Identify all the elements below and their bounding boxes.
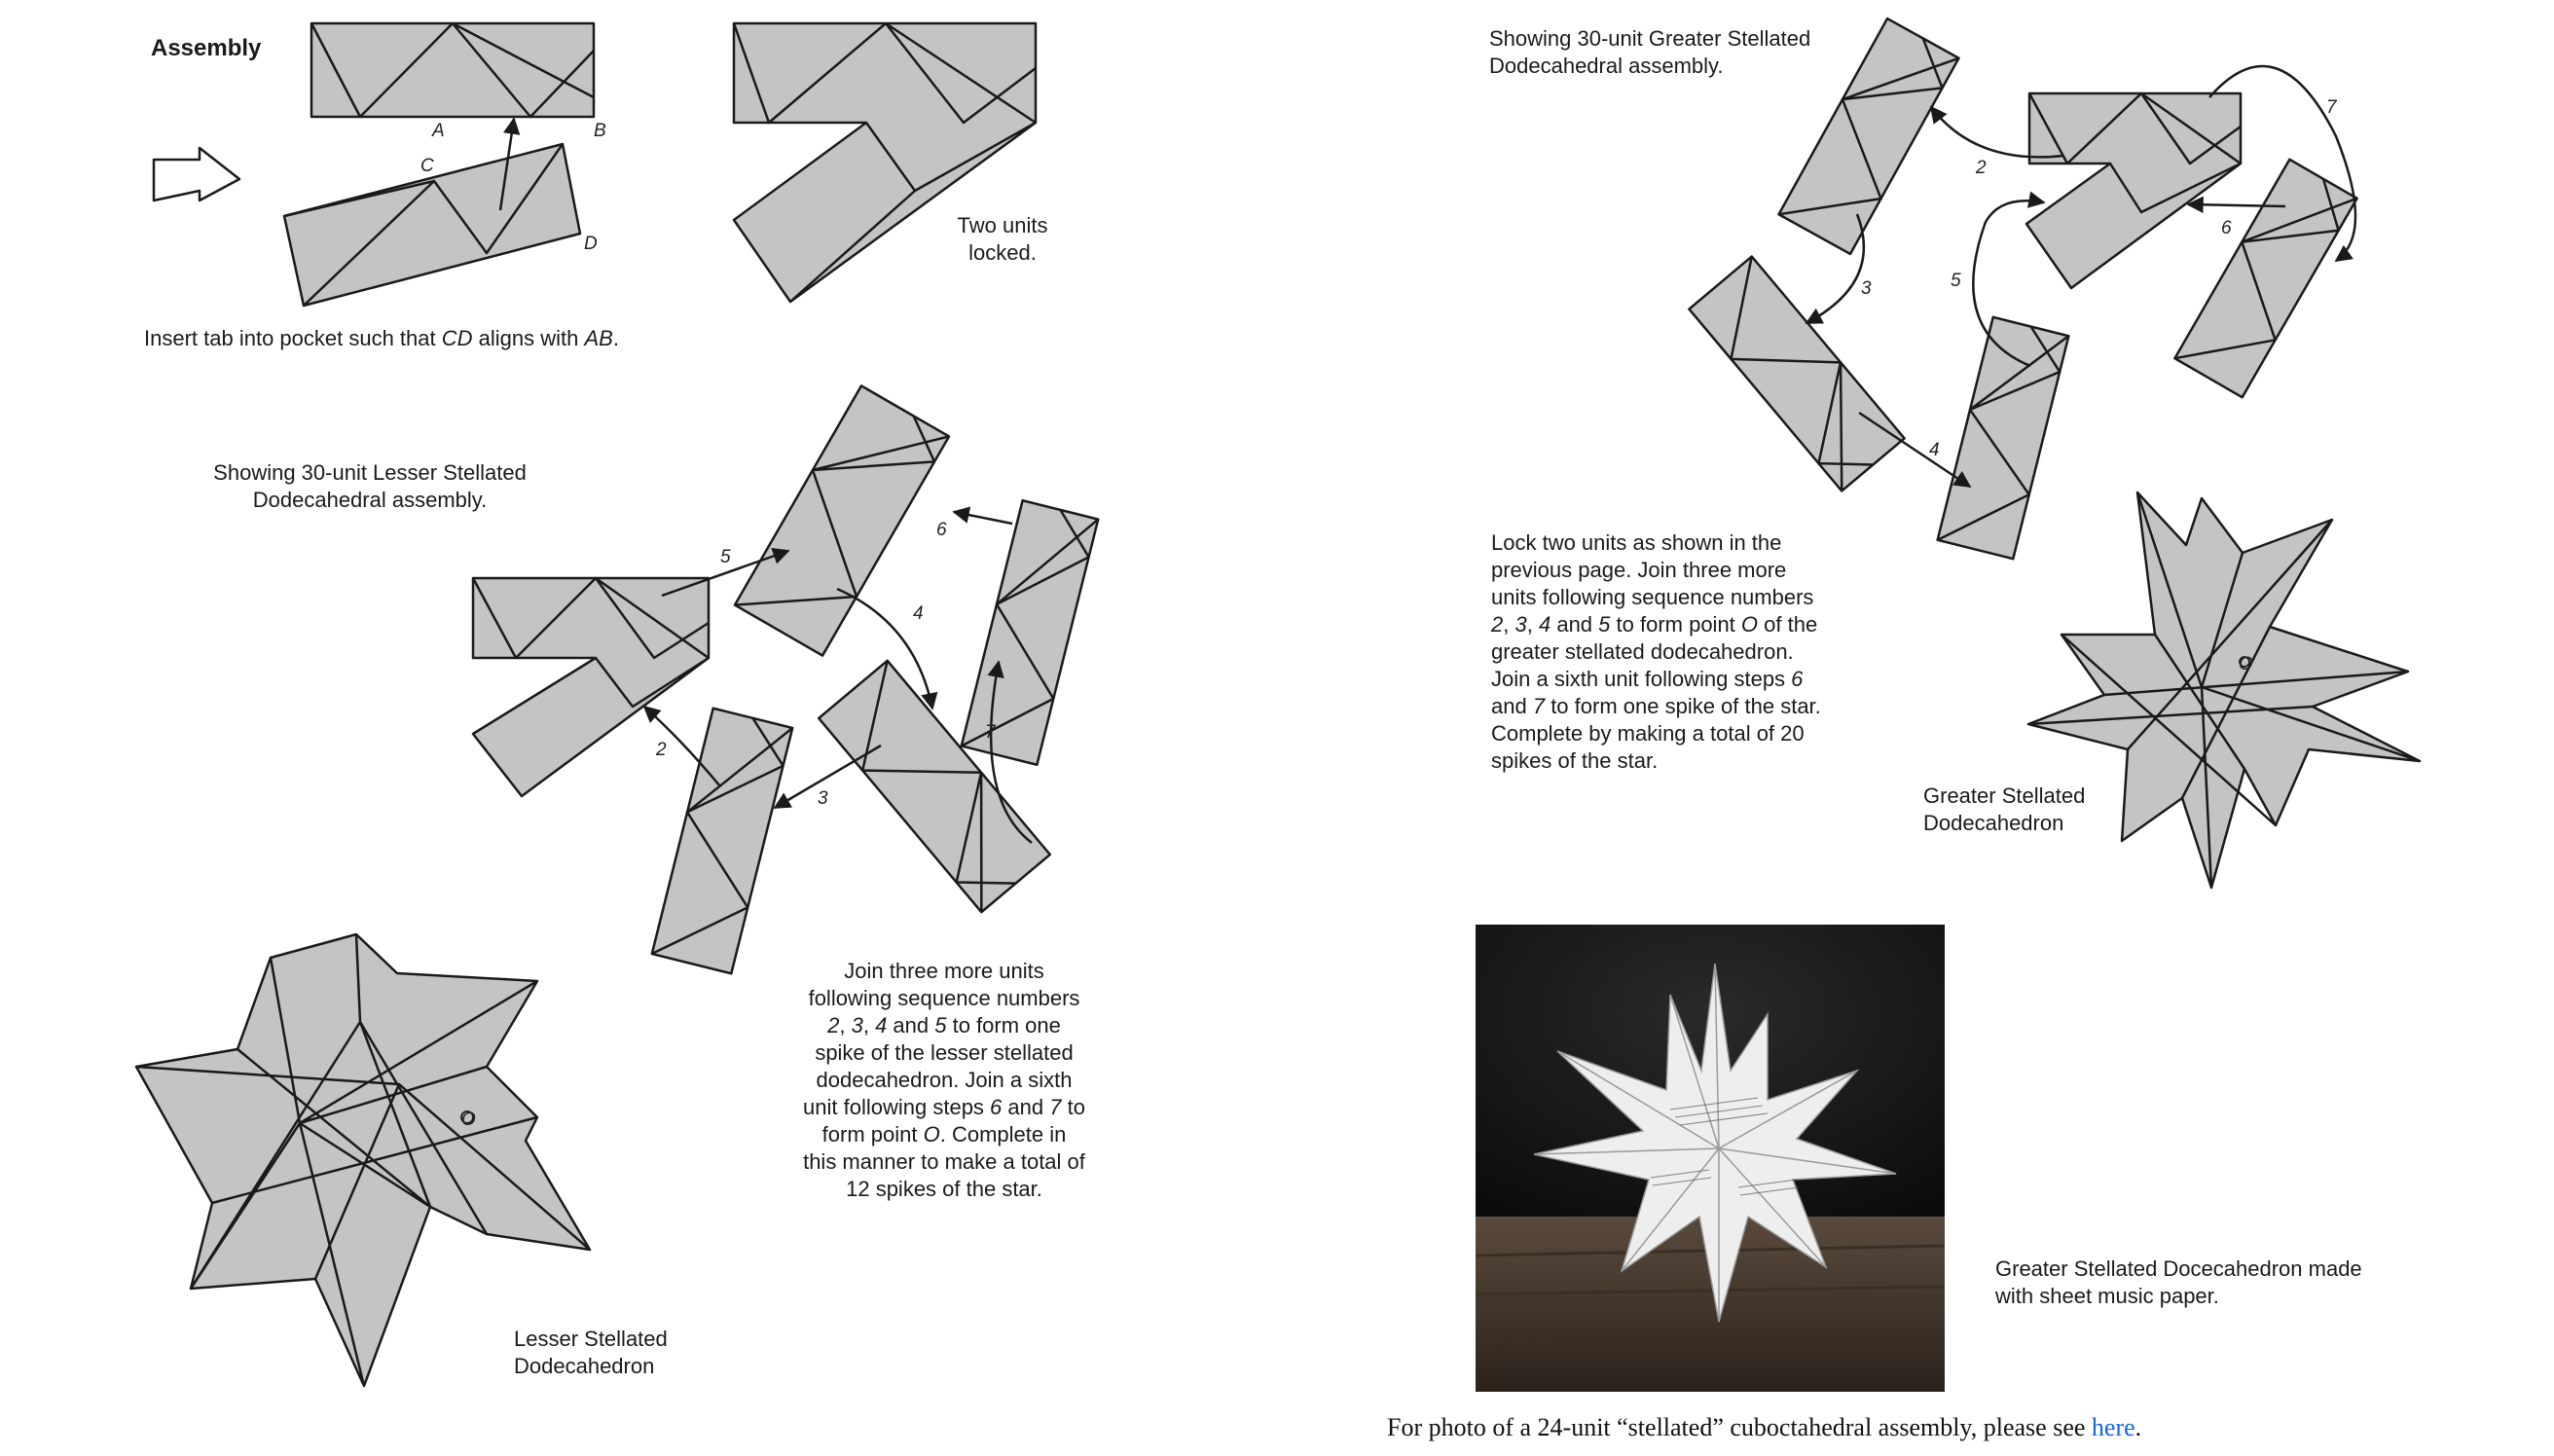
lesser-step-2: 2 (656, 740, 667, 760)
photo-caption-line1: Greater Stellated Docecahedron made (1995, 1256, 2362, 1281)
label-C: C (420, 156, 434, 176)
gi-l7a: and (1491, 694, 1533, 718)
lesser-name-line1: Lesser Stellated (514, 1327, 668, 1351)
lesser-instr-line4: spike of the lesser stellated (815, 1040, 1074, 1065)
gi-l6a: Join a sixth unit following steps (1491, 667, 1792, 691)
greater-instr-line5: greater stellated dodecahedron. (1491, 639, 1794, 664)
lesser-instr-line2: following sequence numbers (808, 986, 1080, 1010)
greater-name-caption (1923, 783, 2085, 837)
greater-assembly-diagram (1689, 18, 2356, 559)
two-units-caption (915, 212, 1090, 267)
lesser-name-caption (514, 1326, 668, 1380)
photo-illustration (1476, 925, 1945, 1392)
greater-instr-line6 (1491, 666, 1821, 693)
li-l7b: . Complete in (939, 1122, 1067, 1147)
greater-instr-line9: spikes of the star. (1491, 748, 1659, 773)
greater-instructions (1491, 529, 1821, 775)
li-l6c: to (1061, 1095, 1085, 1119)
gi-l7b: to form one spike of the star. (1545, 694, 1821, 718)
lesser-instr-line8: this manner to make a total of (803, 1149, 1085, 1174)
li-n4: 4 (875, 1013, 888, 1037)
gi-s5: of the (1758, 612, 1818, 637)
greater-name-line2: Dodecahedron (1923, 811, 2064, 835)
greater-step-4: 4 (1929, 440, 1940, 460)
insert-pre: Insert tab into pocket such that (144, 326, 442, 350)
two-units-line1: Two units (957, 213, 1048, 237)
li-n2: 2 (827, 1013, 840, 1037)
greater-step-2: 2 (1976, 158, 1987, 178)
greater-step-6: 6 (2221, 218, 2232, 238)
greater-step-7: 7 (2326, 97, 2337, 118)
gi-n3: 3 (1514, 612, 1527, 637)
lesser-step-5: 5 (720, 547, 731, 567)
lesser-instr-line6 (769, 1094, 1119, 1121)
insert-cd: CD (441, 326, 473, 350)
greater-step-5: 5 (1951, 271, 1961, 291)
lesser-instr-line5: dodecahedron. Join a sixth (816, 1068, 1073, 1092)
lesser-step-6: 6 (936, 520, 947, 540)
lesser-instr-line1: Join three more units (844, 959, 1044, 983)
label-A: A (432, 121, 445, 141)
footer-period: . (2134, 1413, 2142, 1441)
greater-instr-line4 (1491, 611, 1821, 638)
label-B: B (594, 121, 606, 141)
li-n3: 3 (851, 1013, 863, 1037)
insert-caption (144, 325, 619, 352)
greater-instr-line8: Complete by making a total of 20 (1491, 721, 1805, 746)
lesser-name-line2: Dodecahedron (514, 1354, 655, 1378)
gi-s1: , (1503, 612, 1515, 637)
greater-stellated-dodecahedron (2028, 492, 2420, 888)
photo-caption (1995, 1256, 2362, 1310)
insert-mid: aligns with (472, 326, 585, 350)
gi-n2: 2 (1491, 612, 1504, 637)
photo-caption-line2: with sheet music paper. (1995, 1284, 2219, 1308)
assembly-unit-top (311, 23, 594, 117)
li-s1: , (839, 1013, 852, 1037)
li-s4: to form one (946, 1013, 1061, 1037)
li-l7a: form point (821, 1122, 924, 1147)
greater-instr-line2: previous page. Join three more (1491, 558, 1787, 582)
lesser-step-4: 4 (913, 603, 924, 624)
greater-assembly-line2: Dodecahedral assembly. (1489, 54, 1724, 78)
greater-instr-line1: Lock two units as shown in the (1491, 530, 1782, 555)
gi-s3: and (1551, 612, 1599, 637)
lesser-assembly-line2: Dodecahedral assembly. (252, 488, 488, 512)
lesser-assembly-line1: Showing 30-unit Lesser Stellated (213, 460, 527, 485)
sheet-music-star-photo (1476, 925, 1945, 1392)
label-O-lesser: O (461, 1110, 476, 1130)
lesser-instr-line3 (769, 1012, 1119, 1039)
lesser-instr-line9: 12 spikes of the star. (846, 1177, 1042, 1201)
greater-step-3: 3 (1861, 278, 1872, 299)
insert-ab: AB (584, 326, 613, 350)
footer-note (1387, 1413, 2141, 1442)
li-l6b: and (1002, 1095, 1050, 1119)
assembly-arrow-outline (154, 148, 239, 200)
li-s3: and (887, 1013, 935, 1037)
li-l6a: unit following steps (803, 1095, 991, 1119)
footer-text: For photo of a 24-unit “stellated” cuboctahedral assembly, please see (1387, 1413, 2092, 1441)
label-O-greater: O (2239, 654, 2253, 674)
gi-n4: 4 (1538, 612, 1551, 637)
label-D: D (584, 234, 598, 254)
lesser-stellated-dodecahedron (136, 934, 590, 1386)
li-n7: 7 (1049, 1095, 1062, 1119)
gi-n6: 6 (1791, 667, 1804, 691)
lesser-step-3: 3 (818, 788, 828, 809)
insert-post: . (612, 326, 619, 350)
greater-assembly-line1: Showing 30-unit Greater Stellated (1489, 26, 1811, 51)
gi-s2: , (1526, 612, 1539, 637)
lesser-assembly-diagram (473, 385, 1098, 973)
li-s2: , (862, 1013, 876, 1037)
lesser-instr-line7 (769, 1121, 1119, 1148)
two-units-line2: locked. (968, 240, 1037, 265)
greater-name-line1: Greater Stellated (1923, 783, 2086, 808)
greater-instr-line3: units following sequence numbers (1491, 585, 1814, 609)
lesser-instructions (769, 958, 1119, 1203)
footer-here-link[interactable]: here (2091, 1413, 2135, 1441)
lesser-assembly-caption (185, 459, 555, 514)
li-n5: 5 (934, 1013, 947, 1037)
gi-s4: to form point (1610, 612, 1741, 637)
li-n6: 6 (990, 1095, 1003, 1119)
greater-instr-line7 (1491, 693, 1821, 720)
gi-o: O (1740, 612, 1759, 637)
gi-n7: 7 (1532, 694, 1546, 718)
lesser-step-7: 7 (985, 722, 996, 743)
greater-assembly-caption (1489, 25, 1810, 80)
gi-n5: 5 (1598, 612, 1611, 637)
assembly-heading: Assembly (151, 35, 262, 61)
li-o: O (923, 1122, 940, 1147)
